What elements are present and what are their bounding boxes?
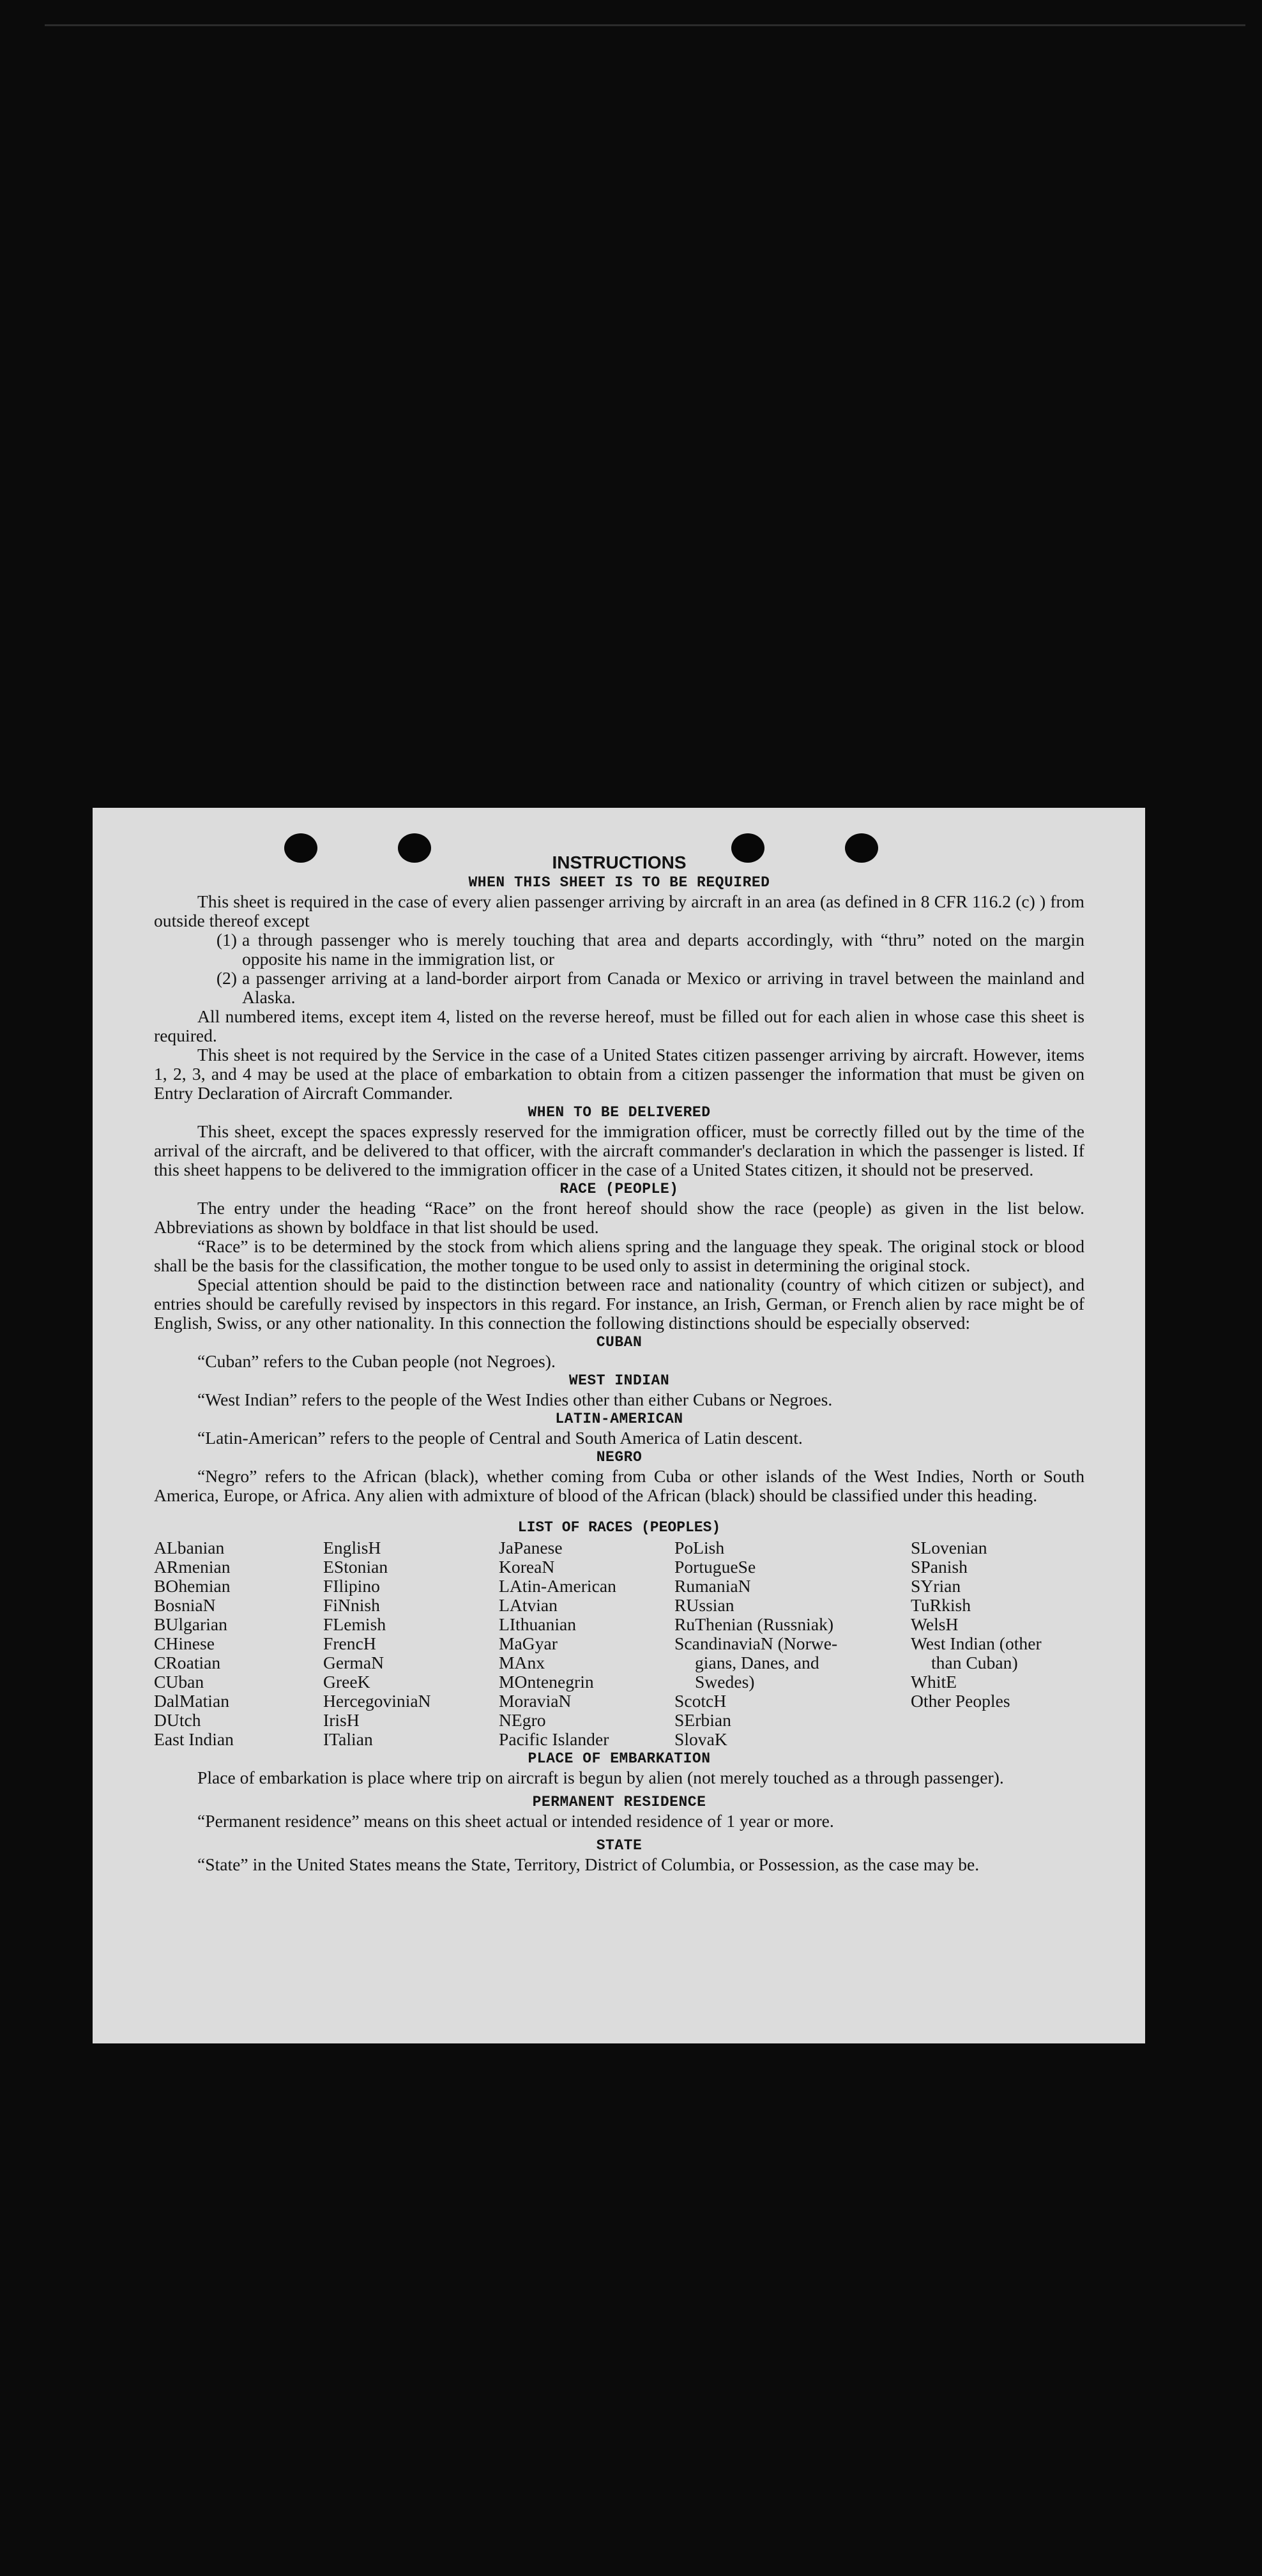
- paragraph-permanent-residence: “Permanent residence” means on this sheet actual or intended residence of 1 year or more.: [197, 1811, 834, 1831]
- section-heading-embarkation: PLACE OF EMBARKATION: [528, 1750, 711, 1767]
- races-column-2: [323, 1538, 499, 1749]
- instruction-sheet: [93, 808, 1145, 2043]
- race-entry: Swedes): [695, 1672, 755, 1692]
- race-entry: ScandinaviaN (Norwe-: [674, 1633, 838, 1653]
- paragraph-negro: “Negro” refers to the African (black), whether coming from Cuba or other islands of the West Indies, North or South America, Europe, or Africa. Any alien with admixture of blood of the African (black) should be classified under this heading.: [154, 1466, 1084, 1505]
- race-entry: LAtin-American: [499, 1576, 616, 1596]
- race-entry: SlovaK: [674, 1729, 727, 1749]
- race-entry: WelsH: [911, 1614, 959, 1634]
- paragraph-required-1: This sheet is required in the case of every alien passenger arriving by aircraft in an area (as defined in 8 CFR 116.2 (c) ) from outside thereof except: [154, 891, 1084, 930]
- races-list: [154, 1538, 1084, 1749]
- race-entry: WhitE: [911, 1672, 957, 1692]
- race-entry: West Indian (other: [911, 1633, 1042, 1653]
- paragraph-west-indian: “West Indian” refers to the people of the West Indies other than either Cubans or Negroes.: [197, 1390, 833, 1409]
- race-entry: JaPanese: [499, 1538, 563, 1557]
- section-heading-permanent-residence: PERMANENT RESIDENCE: [532, 1794, 706, 1810]
- paragraph-state: “State” in the United States means the State, Territory, District of Columbia, or Possession, as the case may be.: [197, 1854, 980, 1874]
- race-entry: Other Peoples: [911, 1691, 1010, 1711]
- paragraph-cuban: “Cuban” refers to the Cuban people (not Negroes).: [197, 1351, 556, 1371]
- punch-hole: [284, 833, 317, 863]
- section-heading-cuban: CUBAN: [596, 1334, 642, 1351]
- punch-hole: [731, 833, 764, 863]
- race-entry: RUssian: [674, 1595, 734, 1615]
- race-entry: SErbian: [674, 1710, 731, 1730]
- race-entry: NEgro: [499, 1710, 546, 1730]
- section-heading-west-indian: WEST INDIAN: [568, 1372, 670, 1389]
- race-entry: than Cuban): [931, 1653, 1018, 1672]
- races-column-3: [499, 1538, 674, 1749]
- race-entry: East Indian: [154, 1729, 234, 1749]
- race-entry: GermaN: [323, 1653, 384, 1672]
- section-heading-race: RACE (PEOPLE): [559, 1181, 679, 1197]
- section-heading-state: STATE: [596, 1837, 642, 1854]
- race-entry: SYrian: [911, 1576, 961, 1596]
- race-entry: ARmenian: [154, 1557, 231, 1577]
- punch-hole: [845, 833, 878, 863]
- paragraph-race-3: Special attention should be paid to the distinction between race and nationality (country of which citizen or subject), and entries should be carefully revised by inspectors in this regard. For instance, an Irish, German, or French alien by race might be of English, Swiss, or any other nationality. In this connection the following distinctions should be especially observed:: [154, 1275, 1084, 1333]
- paragraph-delivered: This sheet, except the spaces expressly reserved for the immigration officer, must be correctly filled out by the time of the arrival of the aircraft, and be delivered to that officer, with the aircraft commander's declaration in which the passenger is listed. If this sheet happens to be delivered to the immigration officer in the case of a United States citizen, it should not be preserved.: [154, 1121, 1084, 1179]
- race-entry: FrencH: [323, 1633, 376, 1653]
- race-entry: EStonian: [323, 1557, 388, 1577]
- race-entry: MOntenegrin: [499, 1672, 594, 1692]
- race-entry: PoLish: [674, 1538, 725, 1557]
- race-entry: CRoatian: [154, 1653, 221, 1672]
- race-entry: LIthuanian: [499, 1614, 577, 1634]
- race-entry: FiNnish: [323, 1595, 380, 1615]
- paragraph-latin-american: “Latin-American” refers to the people of Central and South America of Latin descent.: [197, 1428, 803, 1448]
- race-entry: IrisH: [323, 1710, 360, 1730]
- race-entry: MaGyar: [499, 1633, 558, 1653]
- paragraph-race-1: The entry under the heading “Race” on the front hereof should show the race (people) as given in the list below. Abbreviations as shown by boldface in that list should be used.: [154, 1198, 1084, 1237]
- section-heading-delivered: WHEN TO BE DELIVERED: [528, 1104, 711, 1121]
- race-entry: KoreaN: [499, 1557, 555, 1577]
- race-entry: HercegoviniaN: [323, 1691, 431, 1711]
- race-entry: EnglisH: [323, 1538, 381, 1557]
- race-entry: BUlgarian: [154, 1614, 227, 1634]
- page-title: INSTRUCTIONS: [552, 852, 687, 872]
- section-heading-list-of-races: LIST OF RACES (PEOPLES): [517, 1519, 721, 1536]
- race-entry: ITalian: [323, 1729, 373, 1749]
- races-column-4: [674, 1538, 911, 1749]
- race-entry: LAtvian: [499, 1595, 558, 1615]
- section-heading-required: WHEN THIS SHEET IS TO BE REQUIRED: [468, 874, 770, 891]
- race-entry: DalMatian: [154, 1691, 230, 1711]
- race-entry: RuThenian (Russniak): [674, 1614, 834, 1634]
- races-column-1: [154, 1538, 323, 1749]
- race-entry: Pacific Islander: [499, 1729, 609, 1749]
- race-entry: ScotcH: [674, 1691, 727, 1711]
- race-entry: FLemish: [323, 1614, 386, 1634]
- race-entry: MAnx: [499, 1653, 545, 1672]
- race-entry: FIlipino: [323, 1576, 380, 1596]
- race-entry: PortugueSe: [674, 1557, 756, 1577]
- paragraph-required-2: All numbered items, except item 4, listed on the reverse hereof, must be filled out for each alien in whose case this sheet is required.: [154, 1006, 1084, 1045]
- list-item: (2) a passenger arriving at a land-border airport from Canada or Mexico or arriving in travel between the mainland and Alaska.: [216, 968, 1084, 1007]
- race-entry: MoraviaN: [499, 1691, 572, 1711]
- section-heading-latin-american: LATIN-AMERICAN: [555, 1411, 683, 1427]
- list-item: (1) a through passenger who is merely touching that area and departs accordingly, with “thru” noted on the margin opposite his name in the immigration list, or: [216, 930, 1084, 969]
- race-entry: SPanish: [911, 1557, 968, 1577]
- race-entry: CHinese: [154, 1633, 215, 1653]
- race-entry: SLovenian: [911, 1538, 987, 1557]
- race-entry: CUban: [154, 1672, 204, 1692]
- race-entry: ALbanian: [154, 1538, 225, 1557]
- section-heading-negro: NEGRO: [596, 1449, 642, 1466]
- punch-hole: [398, 833, 431, 863]
- scan-top-edge-line: [45, 24, 1245, 26]
- race-entry: GreeK: [323, 1672, 370, 1692]
- paragraph-race-2: “Race” is to be determined by the stock from which aliens spring and the language they speak. The original stock or blood shall be the basis for the classification, the mother tongue to be used only to assist in determining the original stock.: [154, 1236, 1084, 1275]
- race-entry: TuRkish: [911, 1595, 971, 1615]
- race-entry: DUtch: [154, 1710, 201, 1730]
- race-entry: BosniaN: [154, 1595, 216, 1615]
- race-entry: BOhemian: [154, 1576, 231, 1596]
- paragraph-embarkation: Place of embarkation is place where trip on aircraft is begun by alien (not merely touched as a through passenger).: [197, 1768, 1004, 1787]
- races-column-5: [911, 1538, 1083, 1749]
- race-entry: RumaniaN: [674, 1576, 751, 1596]
- race-entry: gians, Danes, and: [695, 1653, 819, 1672]
- paragraph-required-3: This sheet is not required by the Service in the case of a United States citizen passenger arriving by aircraft. However, items 1, 2, 3, and 4 may be used at the place of embarkation to obtain from a citizen passenger the information that must be given on Entry Declaration of Aircraft Commander.: [154, 1045, 1084, 1103]
